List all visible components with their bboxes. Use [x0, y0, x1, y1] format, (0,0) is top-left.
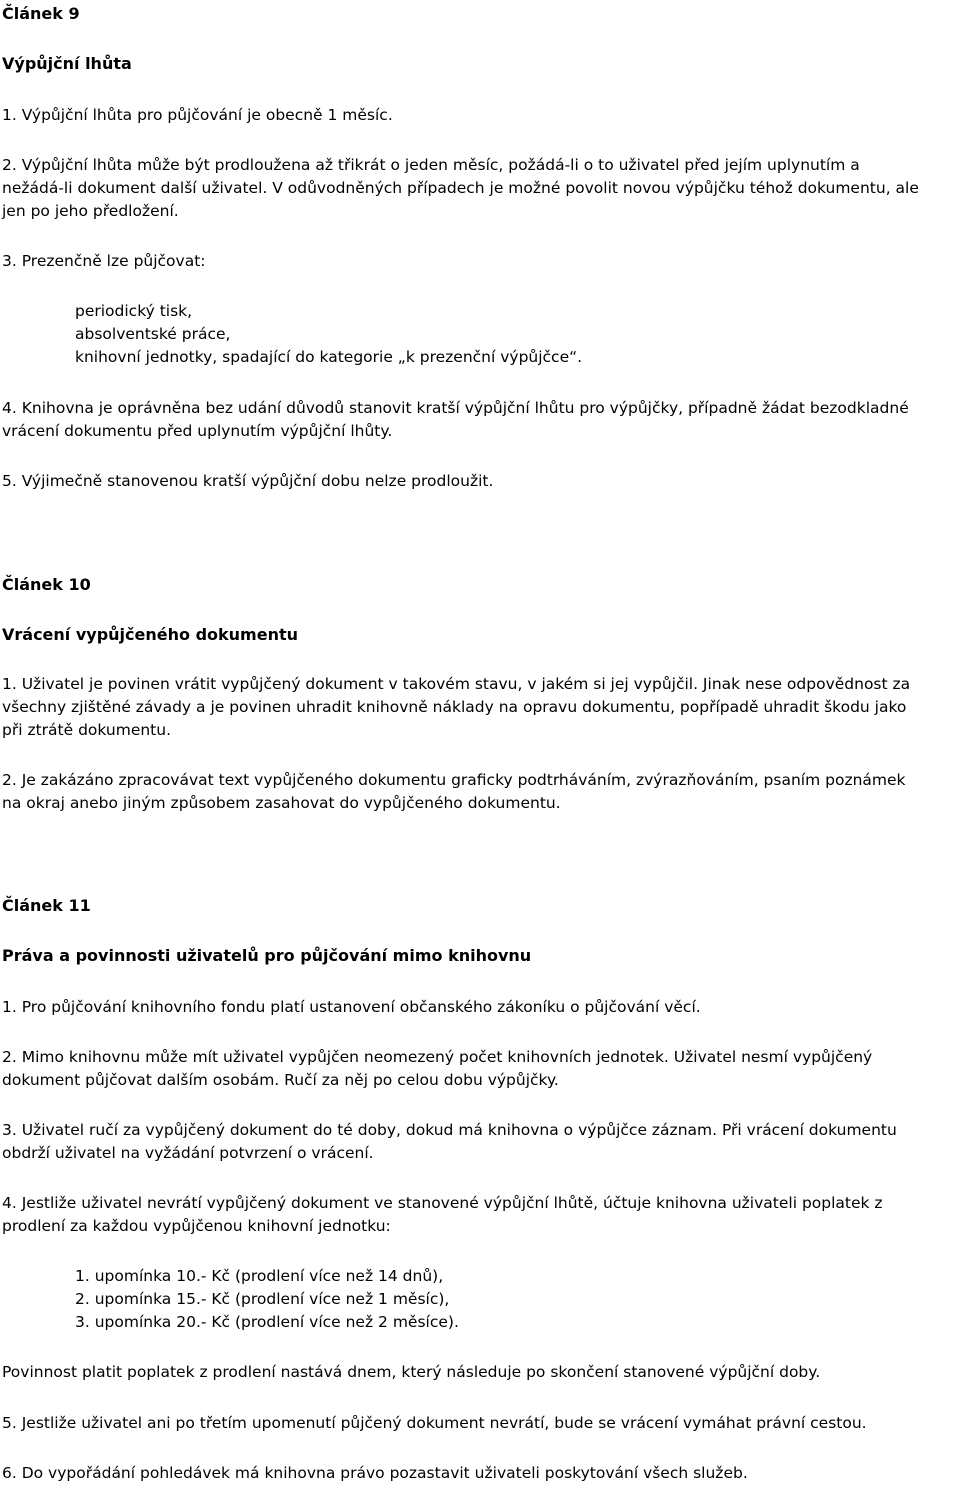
article-9-paragraph-5: 5. Výjimečně stanovenou kratší výpůjční dobu nelze prodloužit. — [2, 472, 494, 490]
paragraph-line: 3. Uživatel ručí za vypůjčený dokument do té doby, dokud má knihovna o výpůjčce záznam. Při vrácení dokumentu — [2, 1121, 897, 1139]
list-item: knihovní jednotky, spadající do kategorie „k prezenční výpůjčce“. — [75, 348, 583, 366]
article-9-paragraph-1: 1. Výpůjční lhůta pro půjčování je obecně 1 měsíc. — [2, 106, 393, 124]
list-item: 3. upomínka 20.- Kč (prodlení více než 2 měsíce). — [75, 1313, 459, 1331]
article-10-title: Vrácení vypůjčeného dokumentu — [2, 625, 298, 644]
article-11-paragraph-6: 6. Do vypořádání pohledávek má knihovna právo pozastavit uživateli poskytování všech služeb. — [2, 1464, 748, 1482]
paragraph-line: 2. Mimo knihovnu může mít uživatel vypůjčen neomezený počet knihovních jednotek. Uživatel nesmí vypůjčený — [2, 1048, 873, 1066]
paragraph-line: nežádá-li dokument další uživatel. V odůvodněných případech je možné povolit novou výpůjčku téhož dokumentu, ale — [2, 179, 919, 197]
article-11-title: Práva a povinnosti uživatelů pro půjčování mimo knihovnu — [2, 946, 532, 965]
article-11-heading: Článek 11 — [2, 896, 91, 915]
paragraph-line: všechny zjištěné závady a je povinen uhradit knihovně náklady na opravu dokumentu, popřípadě uhradit škodu jako — [2, 698, 907, 716]
article-11-paragraph-1: 1. Pro půjčování knihovního fondu platí ustanovení občanského zákoníku o půjčování věcí. — [2, 998, 701, 1016]
paragraph-line: obdrží uživatel na vyžádání potvrzení o vrácení. — [2, 1144, 374, 1162]
paragraph-line: 2. Výpůjční lhůta může být prodloužena až třikrát o jeden měsíc, požádá-li o to uživatel před jejím uplynutím a — [2, 156, 860, 174]
fee-note: Povinnost platit poplatek z prodlení nastává dnem, který následuje po skončení stanovené výpůjční doby. — [2, 1363, 821, 1381]
paragraph-line: jen po jeho předložení. — [2, 202, 179, 220]
paragraph-line: při ztrátě dokumentu. — [2, 721, 172, 739]
paragraph-line: prodlení za každou vypůjčenou knihovní jednotku: — [2, 1217, 391, 1235]
list-item: absolventské práce, — [75, 325, 231, 343]
article-10-heading: Článek 10 — [2, 575, 91, 594]
paragraph-line: na okraj anebo jiným způsobem zasahovat do vypůjčeného dokumentu. — [2, 794, 561, 812]
paragraph-line: 4. Jestliže uživatel nevrátí vypůjčený dokument ve stanovené výpůjční lhůtě, účtuje knihovna uživateli poplatek z — [2, 1194, 883, 1212]
list-item: periodický tisk, — [75, 302, 193, 320]
list-item: 1. upomínka 10.- Kč (prodlení více než 14 dnů), — [75, 1267, 444, 1285]
paragraph-line: 4. Knihovna je oprávněna bez udání důvodů stanovit kratší výpůjční lhůtu pro výpůjčky, případně žádat bezodkladné — [2, 399, 909, 417]
paragraph-line: dokument půjčovat dalším osobám. Ručí za něj po celou dobu výpůjčky. — [2, 1071, 559, 1089]
list-item: 2. upomínka 15.- Kč (prodlení více než 1 měsíc), — [75, 1290, 450, 1308]
article-9-paragraph-3: 3. Prezenčně lze půjčovat: — [2, 252, 206, 270]
article-11-paragraph-5: 5. Jestliže uživatel ani po třetím upomenutí půjčený dokument nevrátí, bude se vrácení vymáhat právní cestou. — [2, 1414, 867, 1432]
article-9-title: Výpůjční lhůta — [2, 54, 132, 73]
paragraph-line: vrácení dokumentu před uplynutím výpůjční lhůty. — [2, 422, 393, 440]
paragraph-line: 1. Uživatel je povinen vrátit vypůjčený dokument v takovém stavu, v jakém si jej vypůjčil. Jinak nese odpovědnost za — [2, 675, 911, 693]
paragraph-line: 2. Je zakázáno zpracovávat text vypůjčeného dokumentu graficky podtrháváním, zvýrazňováním, psaním poznámek — [2, 771, 906, 789]
article-9-heading: Článek 9 — [2, 4, 80, 23]
